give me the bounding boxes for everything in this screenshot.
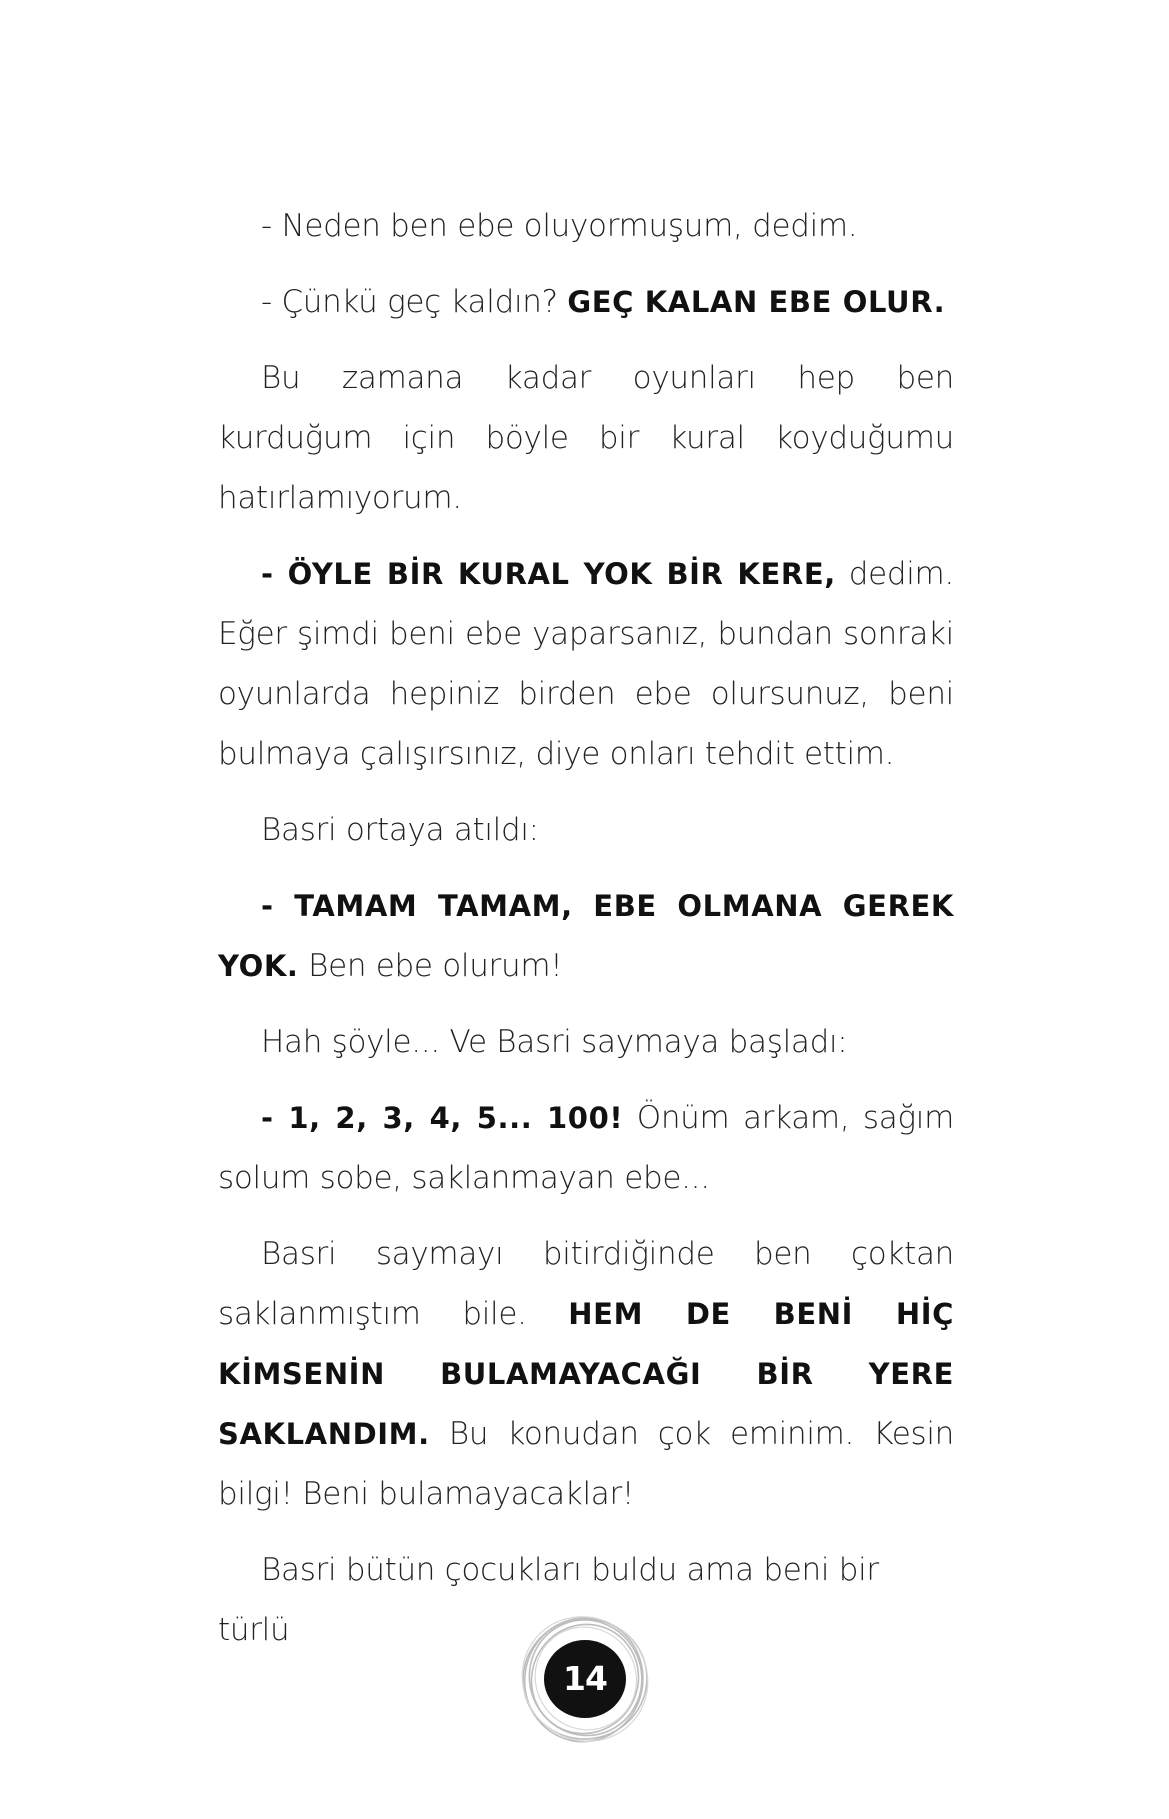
narration-paragraph — [218, 800, 954, 860]
narration-paragraph — [218, 1012, 954, 1072]
page-number-badge — [519, 1613, 651, 1745]
emphasis-text: - ÖYLE BİR KURAL YOK BİR KERE, — [261, 557, 836, 591]
narration-paragraph — [218, 348, 954, 528]
emphasis-text: - TAMAM TAMAM, EBE OLMANA GEREK YOK. — [218, 889, 954, 983]
dialogue-line-1 — [218, 196, 954, 256]
dialogue-text: - Neden ben ebe oluyormuşum, dedim. — [261, 208, 858, 244]
narration-text: Bu konudan çok eminim. Kesin bilgi! Beni bulamayacaklar! — [218, 1416, 954, 1512]
narration-text: Önüm arkam, sağım solum sobe, saklanmayan ebe... — [218, 1100, 954, 1196]
narration-text: dedim. Eğer şimdi beni ebe yaparsanız, bundan sonraki oyunlarda hepiniz birden ebe olursunuz, beni bulmaya çalışırsınız, diye onları tehdit ettim. — [218, 556, 954, 772]
counting-paragraph — [218, 1088, 954, 1208]
dialogue-line-2 — [218, 272, 954, 332]
narration-text: Basri bütün çocukları buldu ama beni bir türlü — [218, 1552, 879, 1648]
narration-text: Basri ortaya atıldı: — [261, 812, 539, 848]
dialogue-text: Ben ebe olurum! — [298, 948, 563, 984]
emphasis-text: HEM DE BENİ HİÇ KİMSENİN BULAMAYACAĞI BİR YERE SAKLANDIM. — [218, 1297, 954, 1451]
dialogue-paragraph — [218, 876, 954, 996]
narration-text: Hah şöyle... Ve Basri saymaya başladı: — [261, 1024, 848, 1060]
page-number: 14 — [563, 1659, 607, 1698]
narration-text: Basri saymayı bitirdiğinde ben çoktan saklanmıştım bile. — [218, 1236, 954, 1332]
emphasis-text: - 1, 2, 3, 4, 5... 100! — [261, 1101, 624, 1135]
narration-paragraph — [218, 1224, 954, 1524]
narration-text: Bu zamana kadar oyunları hep ben kurduğum için böyle bir kural koyduğumu hatırlamıyorum. — [218, 360, 954, 516]
dialogue-text: - Çünkü geç kaldın? — [261, 284, 568, 320]
story-text — [218, 196, 954, 1660]
emphasis-text: GEÇ KALAN EBE OLUR. — [567, 285, 946, 319]
dialogue-paragraph — [218, 544, 954, 784]
